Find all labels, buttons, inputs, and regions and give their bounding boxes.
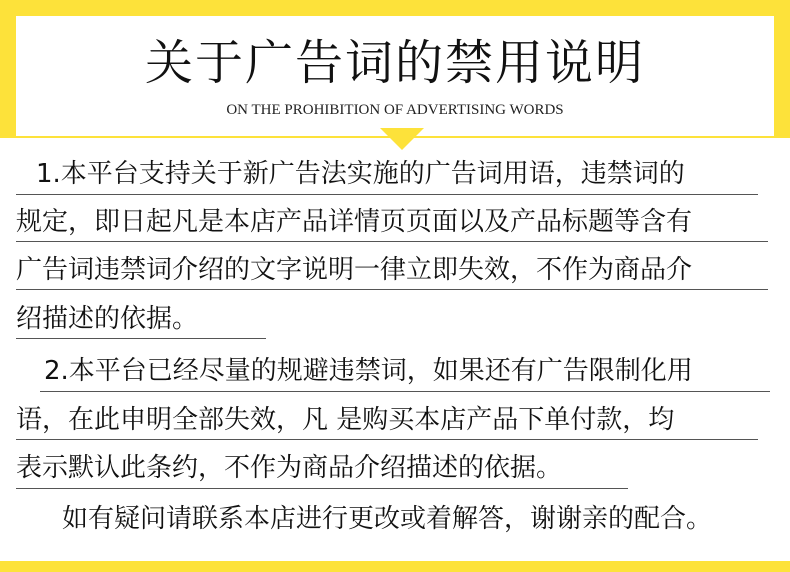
paragraph-1-line-4: 绍描述的依据。 (16, 304, 199, 334)
underline (16, 338, 266, 339)
underline (16, 289, 768, 290)
underline (16, 439, 758, 440)
paragraph-1-line-1: 1.本平台支持关于新广告法实施的广告词用语，违禁词的 (36, 159, 685, 189)
underline (16, 241, 768, 242)
paragraph-2-line-1: 2.本平台已经尽量的规避违禁词，如果还有广告限制化用 (44, 356, 693, 386)
page-subtitle: ON THE PROHIBITION OF ADVERTISING WORDS (226, 102, 564, 118)
paragraph-2-line-3: 表示默认此条约，不作为商品介绍描述的依据。 (16, 453, 563, 483)
underline (16, 194, 758, 195)
underline (16, 488, 628, 489)
paragraph-2-line-2: 语，在此申明全部失效，凡 是购买本店产品下单付款，均 (16, 405, 675, 435)
footer-bar (0, 561, 790, 572)
banner-pointer (380, 128, 424, 150)
paragraph-1-line-2: 规定，即日起凡是本店产品详情页页面以及产品标题等含有 (16, 207, 693, 237)
underline (40, 391, 770, 392)
page-title: 关于广告词的禁用说明 (144, 35, 645, 91)
paragraph-1-line-3: 广告词违禁词介绍的文字说明一律立即失效，不作为商品介 (16, 255, 693, 285)
closing-line: 如有疑问请联系本店进行更改或着解答，谢谢亲的配合。 (62, 504, 713, 534)
